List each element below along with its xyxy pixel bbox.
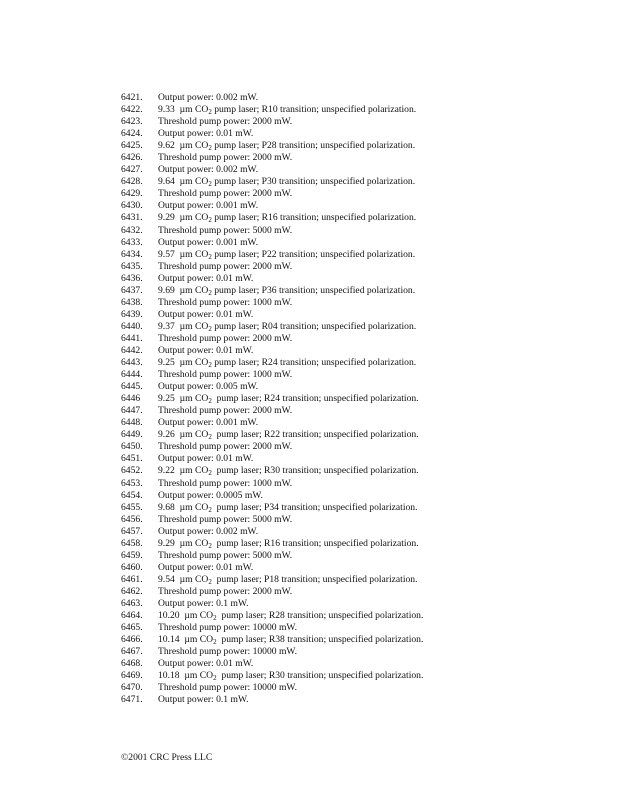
note-row	[121, 140, 591, 152]
note-row	[121, 574, 591, 586]
note-number: 6428.	[121, 176, 143, 188]
subscript: 2	[208, 361, 212, 370]
note-text: Threshold pump power: 2000 mW.	[158, 188, 293, 200]
note-row	[121, 249, 591, 261]
note-text-suffix: pump laser; R38 transition; unspecified polarization.	[216, 634, 424, 646]
note-row	[121, 634, 591, 646]
note-text-prefix: 9.25 µm CO	[158, 393, 209, 405]
note-row	[121, 622, 591, 634]
note-text: Threshold pump power: 2000 mW.	[158, 585, 293, 597]
note-text-suffix: pump laser; R16 transition; unspecified polarization.	[211, 212, 417, 224]
note-text: Output power: 0.0005 mW.	[158, 489, 263, 501]
note-row	[121, 321, 591, 333]
note-row	[121, 441, 591, 453]
note-number: 6421.	[121, 92, 143, 103]
note-row	[121, 309, 591, 321]
note-row	[121, 658, 591, 670]
note-text: Threshold pump power: 1000 mW.	[158, 296, 293, 308]
note-text	[158, 670, 423, 682]
note-number: 6423.	[121, 116, 143, 128]
note-number: 6463.	[121, 597, 143, 609]
subscript: 2	[208, 397, 212, 406]
note-number: 6437.	[121, 284, 143, 296]
note-number: 6459.	[121, 549, 143, 561]
note-number: 6430.	[121, 200, 143, 212]
note-row	[121, 261, 591, 273]
note-number: 6448.	[121, 417, 143, 429]
note-text-prefix: 9.37 µm CO	[158, 320, 209, 332]
subscript: 2	[213, 674, 217, 683]
note-number: 6439.	[121, 308, 143, 320]
note-number: 6442.	[121, 344, 143, 356]
note-text	[158, 104, 416, 116]
note-row	[121, 490, 591, 502]
note-row	[121, 188, 591, 200]
note-number: 6426.	[121, 152, 143, 164]
note-number: 6465.	[121, 622, 143, 634]
note-text-prefix: 9.69 µm CO	[158, 284, 209, 296]
note-text-prefix: 9.26 µm CO	[158, 429, 209, 441]
note-row	[121, 164, 591, 176]
note-text-suffix: pump laser; R28 transition; unspecified polarization.	[216, 610, 424, 622]
note-number: 6456.	[121, 513, 143, 525]
note-number: 6429.	[121, 188, 143, 200]
note-row	[121, 502, 591, 514]
note-text: Output power: 0.01 mW.	[158, 308, 254, 320]
note-number: 6468.	[121, 658, 143, 670]
note-number: 6431.	[121, 212, 143, 224]
note-text	[158, 574, 418, 586]
copyright-footer: ©2001 CRC Press LLC	[121, 752, 213, 763]
note-row	[121, 405, 591, 417]
note-row	[121, 92, 591, 104]
note-number: 6451.	[121, 453, 143, 465]
note-text-prefix: 9.68 µm CO	[158, 501, 209, 513]
note-row	[121, 610, 591, 622]
note-number: 6457.	[121, 525, 143, 537]
note-text: Output power: 0.01 mW.	[158, 128, 254, 140]
note-text: Output power: 0.001 mW.	[158, 200, 259, 212]
subscript: 2	[208, 288, 212, 297]
note-number: 6470.	[121, 682, 143, 694]
subscript: 2	[208, 180, 212, 189]
notes-list	[121, 92, 591, 706]
subscript: 2	[208, 541, 212, 550]
note-text	[158, 357, 416, 369]
note-text: Threshold pump power: 10000 mW.	[158, 682, 298, 694]
note-number: 6464.	[121, 610, 143, 622]
note-row	[121, 225, 591, 237]
note-text-prefix: 9.57 µm CO	[158, 248, 209, 260]
note-text: Output power: 0.001 mW.	[158, 417, 259, 429]
note-row	[121, 297, 591, 309]
note-row	[121, 478, 591, 490]
note-text: Output power: 0.1 mW.	[158, 597, 249, 609]
note-text-suffix: pump laser; P28 transition; unspecified polarization.	[211, 140, 416, 152]
note-text: Output power: 0.002 mW.	[158, 164, 259, 176]
note-text: Output power: 0.01 mW.	[158, 344, 254, 356]
note-text-suffix: pump laser; R24 transition; unspecified polarization.	[211, 393, 419, 405]
note-row	[121, 550, 591, 562]
note-text: Output power: 0.005 mW.	[158, 381, 259, 393]
subscript: 2	[208, 216, 212, 225]
note-number: 6436.	[121, 272, 143, 284]
note-text	[158, 538, 419, 550]
note-number: 6422.	[121, 104, 143, 116]
note-row	[121, 152, 591, 164]
note-text-prefix: 9.22 µm CO	[158, 465, 209, 477]
subscript: 2	[213, 614, 217, 623]
note-row	[121, 285, 591, 297]
note-row	[121, 562, 591, 574]
note-text	[158, 212, 416, 224]
note-row	[121, 646, 591, 658]
note-text: Threshold pump power: 5000 mW.	[158, 549, 293, 561]
note-text: Threshold pump power: 2000 mW.	[158, 441, 293, 453]
note-text: Output power: 0.002 mW.	[158, 525, 259, 537]
note-text: Threshold pump power: 10000 mW.	[158, 646, 298, 658]
subscript: 2	[208, 252, 212, 261]
note-row	[121, 212, 591, 224]
note-number: 6441.	[121, 332, 143, 344]
note-text-prefix: 10.20 µm CO	[158, 610, 214, 622]
note-row	[121, 393, 591, 405]
note-text: Output power: 0.1 mW.	[158, 694, 249, 706]
note-row	[121, 357, 591, 369]
note-number: 6425.	[121, 140, 143, 152]
note-row	[121, 237, 591, 249]
note-text-suffix: pump laser; P36 transition; unspecified polarization.	[211, 284, 416, 296]
note-text-suffix: pump laser; R16 transition; unspecified polarization.	[211, 537, 419, 549]
note-text-suffix: pump laser; P30 transition; unspecified polarization.	[211, 176, 416, 188]
note-text-prefix: 9.62 µm CO	[158, 140, 209, 152]
note-text: Output power: 0.01 mW.	[158, 658, 254, 670]
note-text	[158, 465, 419, 477]
note-text: Threshold pump power: 5000 mW.	[158, 513, 293, 525]
note-row	[121, 200, 591, 212]
note-row	[121, 417, 591, 429]
note-text-suffix: pump laser; R30 transition; unspecified polarization.	[216, 670, 424, 682]
note-row	[121, 345, 591, 357]
note-number: 6447.	[121, 405, 143, 417]
note-number: 6458.	[121, 537, 143, 549]
subscript: 2	[208, 433, 212, 442]
note-number: 6445.	[121, 381, 143, 393]
note-number: 6424.	[121, 128, 143, 140]
note-text: Threshold pump power: 2000 mW.	[158, 405, 293, 417]
note-text-suffix: pump laser; P34 transition; unspecified polarization.	[211, 501, 418, 513]
note-row	[121, 116, 591, 128]
note-text	[158, 610, 423, 622]
subscript: 2	[208, 144, 212, 153]
note-number: 6440.	[121, 320, 143, 332]
note-text: Threshold pump power: 2000 mW.	[158, 152, 293, 164]
note-number: 6435.	[121, 260, 143, 272]
note-text	[158, 634, 423, 646]
note-text	[158, 249, 415, 261]
note-number: 6443.	[121, 357, 143, 369]
subscript: 2	[208, 108, 212, 117]
note-text-suffix: pump laser; R22 transition; unspecified polarization.	[211, 429, 419, 441]
note-text-prefix: 9.25 µm CO	[158, 357, 209, 369]
note-number: 6467.	[121, 646, 143, 658]
note-text	[158, 140, 415, 152]
subscript: 2	[213, 638, 217, 647]
note-number: 6461.	[121, 573, 143, 585]
note-number: 6438.	[121, 296, 143, 308]
note-text: Output power: 0.01 mW.	[158, 272, 254, 284]
note-text	[158, 502, 418, 514]
note-text-prefix: 9.29 µm CO	[158, 212, 209, 224]
note-row	[121, 369, 591, 381]
note-text	[158, 321, 416, 333]
note-number: 6450.	[121, 441, 143, 453]
note-number: 6453.	[121, 477, 143, 489]
note-number: 6449.	[121, 429, 143, 441]
note-text-prefix: 9.29 µm CO	[158, 537, 209, 549]
note-text: Threshold pump power: 1000 mW.	[158, 477, 293, 489]
note-number: 6454.	[121, 489, 143, 501]
note-row	[121, 381, 591, 393]
note-row	[121, 453, 591, 465]
note-text: Threshold pump power: 2000 mW.	[158, 116, 293, 128]
note-text	[158, 429, 419, 441]
note-number: 6455.	[121, 501, 143, 513]
note-number: 6469.	[121, 670, 143, 682]
note-row	[121, 429, 591, 441]
note-text-suffix: pump laser; R10 transition; unspecified polarization.	[211, 104, 417, 116]
note-text: Threshold pump power: 2000 mW.	[158, 260, 293, 272]
note-text-prefix: 10.14 µm CO	[158, 634, 214, 646]
note-row	[121, 586, 591, 598]
note-text-prefix: 9.54 µm CO	[158, 573, 209, 585]
note-text: Threshold pump power: 5000 mW.	[158, 224, 293, 236]
note-number: 6432.	[121, 224, 143, 236]
note-number: 6460.	[121, 561, 143, 573]
note-row	[121, 538, 591, 550]
subscript: 2	[208, 577, 212, 586]
note-text-prefix: 9.64 µm CO	[158, 176, 209, 188]
note-row	[121, 333, 591, 345]
note-text: Output power: 0.001 mW.	[158, 236, 259, 248]
note-row	[121, 104, 591, 116]
note-row	[121, 682, 591, 694]
note-row	[121, 694, 591, 706]
note-number: 6433.	[121, 236, 143, 248]
note-number: 6434.	[121, 248, 143, 260]
subscript: 2	[208, 505, 212, 514]
note-text	[158, 393, 419, 405]
note-number: 6462.	[121, 585, 143, 597]
note-text-prefix: 9.33 µm CO	[158, 104, 209, 116]
note-text	[158, 285, 415, 297]
note-text: Threshold pump power: 10000 mW.	[158, 622, 298, 634]
note-text-prefix: 10.18 µm CO	[158, 670, 214, 682]
note-number: 6444.	[121, 369, 143, 381]
note-number: 6471.	[121, 694, 143, 706]
note-text: Threshold pump power: 2000 mW.	[158, 332, 293, 344]
note-text-suffix: pump laser; P18 transition; unspecified polarization.	[211, 573, 418, 585]
note-text-suffix: pump laser; R24 transition; unspecified polarization.	[211, 357, 417, 369]
note-row	[121, 526, 591, 538]
note-row	[121, 514, 591, 526]
note-text-suffix: pump laser; R30 transition; unspecified polarization.	[211, 465, 419, 477]
subscript: 2	[208, 469, 212, 478]
note-number: 6452.	[121, 465, 143, 477]
subscript: 2	[208, 324, 212, 333]
note-number: 6427.	[121, 164, 143, 176]
note-number: 6446	[121, 393, 141, 405]
note-row	[121, 273, 591, 285]
note-text: Threshold pump power: 1000 mW.	[158, 369, 293, 381]
note-row	[121, 598, 591, 610]
note-text: Output power: 0.01 mW.	[158, 453, 254, 465]
note-row	[121, 465, 591, 477]
note-number: 6466.	[121, 634, 143, 646]
note-text-suffix: pump laser; P22 transition; unspecified polarization.	[211, 248, 416, 260]
note-text	[158, 176, 415, 188]
note-text: Output power: 0.002 mW.	[158, 92, 259, 103]
note-row	[121, 128, 591, 140]
note-row	[121, 176, 591, 188]
note-row	[121, 670, 591, 682]
note-text-suffix: pump laser; R04 transition; unspecified polarization.	[211, 320, 417, 332]
note-text: Output power: 0.01 mW.	[158, 561, 254, 573]
